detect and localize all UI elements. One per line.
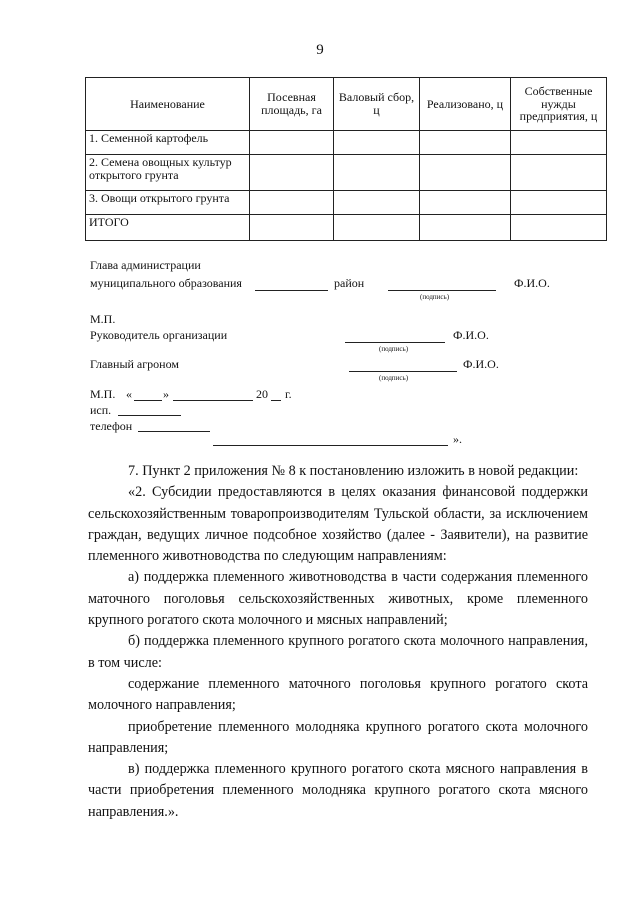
signature-line-agronomist xyxy=(349,371,457,372)
header-own-needs: Собственные нужды предприятия, ц xyxy=(511,78,607,131)
header-sold: Реализовано, ц xyxy=(420,78,511,131)
table-cell xyxy=(420,131,511,155)
paragraph-b: б) поддержка племенного крупного рогатого скота молочного направления, в том числе: xyxy=(88,633,588,671)
performer-label: исп. xyxy=(90,403,112,417)
body-text xyxy=(88,461,588,823)
chief-agronomist-label: Главный агроном xyxy=(90,357,179,371)
table-cell xyxy=(420,155,511,191)
table-cell xyxy=(334,191,420,215)
closing-line xyxy=(213,445,448,446)
row-label: 2. Семена овощных культур открытого грунта xyxy=(86,155,250,191)
date-open-quote: « xyxy=(126,387,132,401)
table-cell xyxy=(420,215,511,241)
date-close-quote: » xyxy=(163,387,169,401)
table-cell xyxy=(334,215,420,241)
header-name: Наименование xyxy=(86,78,250,131)
fio-head: Ф.И.О. xyxy=(514,276,550,290)
date-year: 20 xyxy=(256,387,268,401)
table-header-row xyxy=(86,78,607,131)
municipality-line xyxy=(255,290,328,291)
paragraph-maintenance: содержание племенного маточного поголовья крупного рогатого скота молочного направления; xyxy=(88,675,588,714)
phone-line xyxy=(138,431,210,432)
table-cell xyxy=(250,131,334,155)
date-month-line xyxy=(173,400,253,401)
page-number: 9 xyxy=(316,42,324,58)
paragraph-subsidies: «2. Субсидии предоставляются в целях оказания финансовой поддержки сельскохозяйственным товаропроизводителям Тульской области, за исключением граждан, ведущих личное подсобное хозяйство (далее - Заявители), на развитие племенного животноводства по следующим направлениям: xyxy=(88,484,588,565)
table-cell xyxy=(511,155,607,191)
row-label: 3. Овощи открытого грунта xyxy=(86,191,250,215)
district-label: район xyxy=(334,276,365,290)
table-cell xyxy=(420,191,511,215)
header-area: Посевная площадь, га xyxy=(250,78,334,131)
table-row xyxy=(86,191,607,215)
closing-quote: ». xyxy=(453,432,462,446)
fio-agronomist: Ф.И.О. xyxy=(463,357,499,371)
table-cell xyxy=(334,155,420,191)
header-gross: Валовый сбор, ц xyxy=(334,78,420,131)
table-cell xyxy=(511,215,607,241)
table-cell xyxy=(334,131,420,155)
table-cell xyxy=(250,215,334,241)
municipality-label: муниципального образования xyxy=(90,276,242,290)
table-cell xyxy=(250,155,334,191)
paragraph-acquisition: приобретение племенного молодняка крупного рогатого скота молочного направления; xyxy=(88,718,588,756)
table-cell xyxy=(250,191,334,215)
fio-org: Ф.И.О. xyxy=(453,328,489,342)
org-head-label: Руководитель организации xyxy=(90,328,228,342)
phone-label: телефон xyxy=(90,419,133,433)
stamp-place-label: М.П. xyxy=(90,312,116,326)
signature-line-org xyxy=(345,342,445,343)
paragraph-a: а) поддержка племенного животноводства в части содержания племенного маточного поголовья сельскохозяйственных животных, кроме племенного крупного рогатого скота молочного и мясных направлений; xyxy=(88,569,588,629)
report-table xyxy=(85,77,607,241)
row-label: ИТОГО xyxy=(86,215,250,241)
date-stamp-label: М.П. xyxy=(90,387,116,401)
signature-hint: (подпись) xyxy=(379,345,409,353)
date-g: г. xyxy=(285,387,292,401)
table-cell xyxy=(511,191,607,215)
table-cell xyxy=(511,131,607,155)
table-row xyxy=(86,131,607,155)
performer-line xyxy=(118,415,181,416)
table-row xyxy=(86,155,607,191)
paragraph-item-7: 7. Пункт 2 приложения № 8 к постановлению изложить в новой редакции: xyxy=(128,463,579,479)
date-day-line xyxy=(134,400,162,401)
row-label: 1. Семенной картофель xyxy=(86,131,250,155)
signature-line-head xyxy=(388,290,496,291)
date-year-line xyxy=(271,400,281,401)
signature-hint: (подпись) xyxy=(420,293,450,301)
paragraph-v: в) поддержка племенного крупного рогатого скота мясного направления в части приобретения племенного молодняка крупного рогатого скота мясного направления.». xyxy=(88,761,588,820)
signature-hint: (подпись) xyxy=(379,374,409,382)
head-admin-label: Глава администрации xyxy=(90,258,201,272)
table-row-total xyxy=(86,215,607,241)
